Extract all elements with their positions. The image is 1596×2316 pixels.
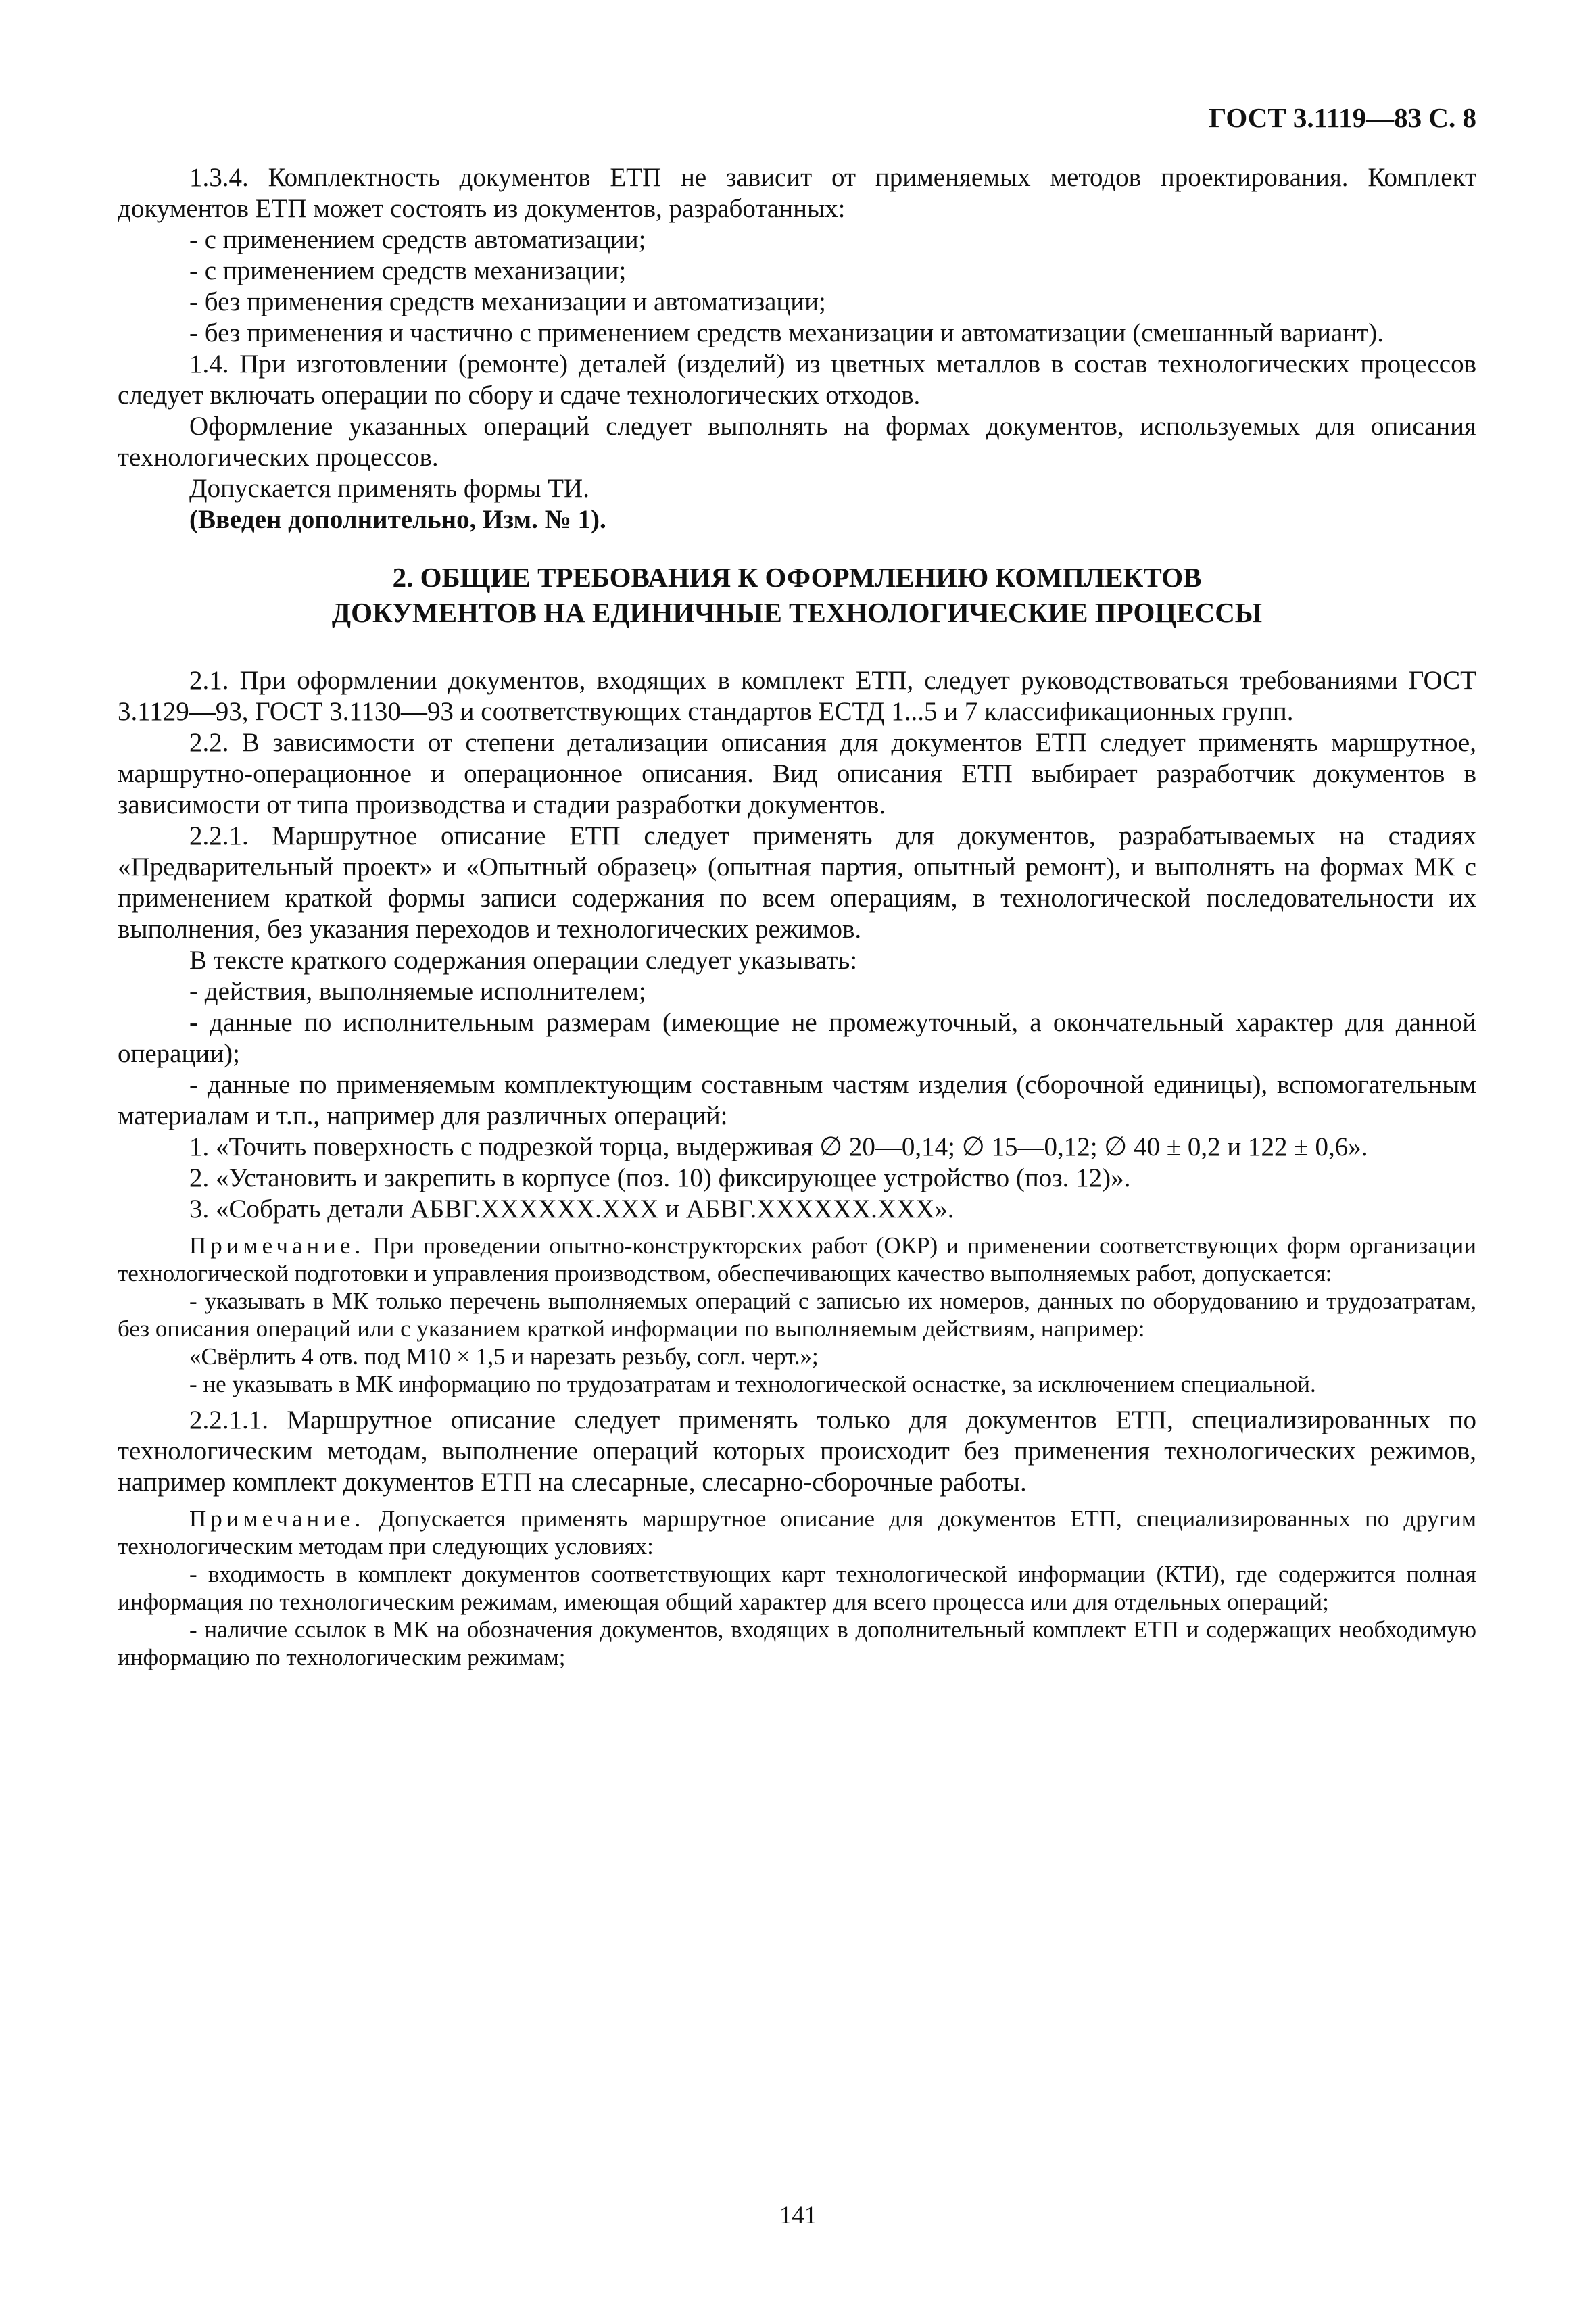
paragraph-2-2-1: 2.2.1. Маршрутное описание ЕТП следует применять для документов, разрабатываемых на стадиях «Предварительный проект» и «Опытный образец» (опытная партия, опытный ремонт), и выполнять на формах МК с применением краткой формы записи содержания по всем операциям, в технологической последовательности их выполнения, без указания переходов и технологических режимов.	[118, 821, 1476, 944]
section-title	[118, 560, 1476, 630]
example-item: 1. «Точить поверхность с подрезкой торца, выдерживая ∅ 20—0,14; ∅ 15—0,12; ∅ 40 ± 0,2 и 122 ± 0,6».	[189, 1132, 1368, 1161]
note-list-item: - указывать в МК только перечень выполняемых операций с записью их номеров, данных по оборудованию и трудозатратам, без описания операций или с указанием краткой информации по выполняемым действиям, например:	[118, 1288, 1476, 1342]
section-title-line: 2. ОБЩИЕ ТРЕБОВАНИЯ К ОФОРМЛЕНИЮ КОМПЛЕКТОВ	[392, 562, 1202, 593]
list-item: - с применением средств механизации;	[189, 256, 627, 285]
note-label: Примечание.	[189, 1232, 365, 1259]
note-list-item: - не указывать в МК информацию по трудозатратам и технологической оснастке, за исключением специальной.	[189, 1371, 1316, 1397]
paragraph-1-3-4: 1.3.4. Комплектность документов ЕТП не зависит от применяемых методов проектирования. Комплект документов ЕТП может состоять из документов, разработанных:	[118, 163, 1476, 223]
list-item: - данные по исполнительным размерам (имеющие не промежуточный, а окончательный характер для данной операции);	[118, 1008, 1476, 1068]
note-1	[118, 1232, 1476, 1287]
list-item: - без применения средств механизации и автоматизации;	[189, 287, 826, 316]
section-title-line: ДОКУМЕНТОВ НА ЕДИНИЧНЫЕ ТЕХНОЛОГИЧЕСКИЕ ПРОЦЕССЫ	[331, 597, 1263, 628]
note-list-item: - наличие ссылок в МК на обозначения документов, входящих в дополнительный комплект ЕТП и содержащих необходимую информацию по технологическим режимам;	[118, 1616, 1476, 1670]
paragraph-1-4: 1.4. При изготовлении (ремонте) деталей (изделий) из цветных металлов в состав технологических процессов следует включать операции по сбору и сдаче технологических отходов.	[118, 349, 1476, 410]
note-text: При проведении опытно-конструкторских работ (ОКР) и применении соответствующих форм организации технологической подготовки и управления производством, обеспечивающих качество выполняемых работ, допускается:	[118, 1232, 1476, 1286]
note-list-item: - входимость в комплект документов соответствующих карт технологической информации (КТИ), где содержится полная информация по технологическим режимам, имеющая общий характер для всего процесса или для отдельных операций;	[118, 1561, 1476, 1615]
paragraph-2-2: 2.2. В зависимости от степени детализации описания для документов ЕТП следует применять маршрутное, маршрутно-операционное и операционное описания. Вид описания ЕТП выбирает разработчик документов в зависимости от типа производства и стадии разработки документов.	[118, 728, 1476, 819]
list-item: - без применения и частично с применением средств механизации и автоматизации (смешанный вариант).	[189, 318, 1384, 347]
document-page	[118, 101, 1476, 1671]
page-number: 141	[779, 2202, 817, 2229]
paragraph: В тексте краткого содержания операции следует указывать:	[189, 946, 858, 975]
paragraph-2-2-1-1: 2.2.1.1. Маршрутное описание следует применять только для документов ЕТП, специализированных по технологическим методам, выполнение операций которых происходит без применения технологических режимов, например комплект документов ЕТП на слесарные, слесарно-сборочные работы.	[118, 1405, 1476, 1497]
note-text: Допускается применять маршрутное описание для документов ЕТП, специализированных по другим технологическим методам при следующих условиях:	[118, 1505, 1476, 1560]
amendment-note: (Введен дополнительно, Изм. № 1).	[189, 505, 606, 534]
paragraph: Оформление указанных операций следует выполнять на формах документов, используемых для описания технологических процессов.	[118, 412, 1476, 472]
example-item: 2. «Установить и закрепить в корпусе (поз. 10) фиксирующее устройство (поз. 12)».	[189, 1163, 1131, 1192]
example-item: 3. «Собрать детали АБВГ.XXXXXX.XXX и АБВГ.XXXXXX.XXX».	[189, 1195, 954, 1224]
note-label: Примечание.	[189, 1505, 365, 1532]
list-item: - действия, выполняемые исполнителем;	[189, 977, 646, 1006]
list-item: - данные по применяемым комплектующим составным частям изделия (сборочной единицы), вспомогательным материалам и т.п., например для различных операций:	[118, 1070, 1476, 1130]
paragraph: Допускается применять формы ТИ.	[189, 474, 589, 503]
note-example: «Свёрлить 4 отв. под М10 × 1,5 и нарезать резьбу, согл. черт.»;	[189, 1343, 819, 1370]
standard-header: ГОСТ 3.1119—83 С. 8	[1209, 102, 1476, 133]
note-2	[118, 1505, 1476, 1560]
paragraph-2-1: 2.1. При оформлении документов, входящих в комплект ЕТП, следует руководствоваться требованиями ГОСТ 3.1129—93, ГОСТ 3.1130—93 и соответствующих стандартов ЕСТД 1...5 и 7 классификационных групп.	[118, 666, 1476, 726]
list-item: - с применением средств автоматизации;	[189, 225, 646, 254]
